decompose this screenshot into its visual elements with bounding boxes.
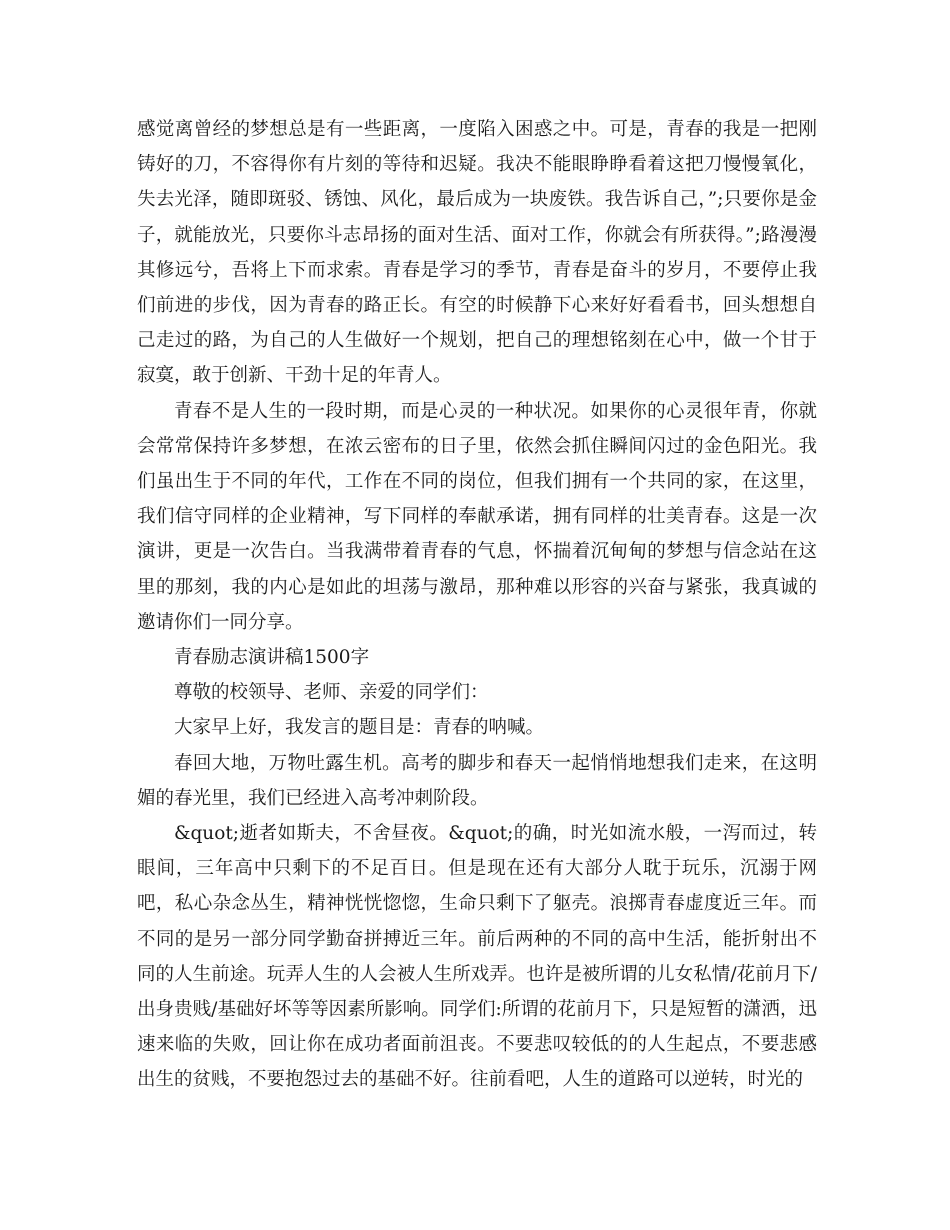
- speech-title: 青春励志演讲稿1500字: [174, 647, 370, 669]
- paragraph-2: 青春不是人生的一段时期，而是心灵的一种状况。如果你的心灵很年青，你就会常常保持许多梦想，在浓云密布的日子里，依然会抓住瞬间闪过的金色阳光。我们虽出生于不同的年代，工作在不同的岗位，但我们拥有一个共同的家，在这里，我们信守同样的企业精神，写下同样的奉献承诺，拥有同样的壮美青春。这是一次演讲，更是一次告白。当我满带着青春的气息，怀揣着沉甸甸的梦想与信念站在这里的那刻，我的内心是如此的坦荡与激昂，那种难以形容的兴奋与紧张，我真诚的邀请你们一同分享。: [137, 400, 817, 633]
- greeting-line: 大家早上好，我发言的题目是：青春的呐喊。: [174, 717, 545, 739]
- paragraph-time: &quot;逝者如斯夫，不舍昼夜。&quot;的确，时光如流水般，一泻而过，转眼间，三年高中只剩下的不足百日。但是现在还有大部分人耽于玩乐，沉溺于网吧，私心杂念丛生，精神恍恍惚惚，生命只剩下了躯壳。浪掷青春虚度近三年。而不同的是另一部分同学勤奋拼搏近三年。前后两种的不同的高中生活，能折射出不同的人生前途。玩弄人生的人会被人生所戏弄。也许是被所谓的儿女私情/花前月下/出身贵贱/基础好坏等等因素所影响。同学们:所谓的花前月下，只是短暂的潇洒，迅速来临的失败，回让你在成功者面前沮丧。不要悲叹较低的的人生起点，不要悲感出生的贫贱，不要抱怨过去的基础不好。往前看吧，人生的道路可以逆转，时光的: [137, 823, 817, 1091]
- salutation: 尊敬的校领导、老师、亲爱的同学们：: [174, 682, 489, 704]
- document-body: [137, 112, 817, 1098]
- paragraph-1: 感觉离曾经的梦想总是有一些距离，一度陷入困惑之中。可是，青春的我是一把刚铸好的刀，不容得你有片刻的等待和迟疑。我决不能眼睁睁看着这把刀慢慢氧化，失去光泽，随即斑驳、锈蚀、风化，最后成为一块废铁。我告诉自己，”;只要你是金子，就能放光，只要你斗志昂扬的面对生活、面对工作，你就会有所获得。”;路漫漫其修远兮，吾将上下而求索。青春是学习的季节，青春是奋斗的岁月，不要停止我们前进的步伐，因为青春的路正长。有空的时候静下心来好好看看书，回头想想自己走过的路，为自己的人生做好一个规划，把自己的理想铭刻在心中，做一个甘于寂寞，敢于创新、干劲十足的年青人。: [137, 119, 817, 387]
- paragraph-spring: 春回大地，万物吐露生机。高考的脚步和春天一起悄悄地想我们走来，在这明媚的春光里，我们已经进入高考冲刺阶段。: [137, 752, 817, 809]
